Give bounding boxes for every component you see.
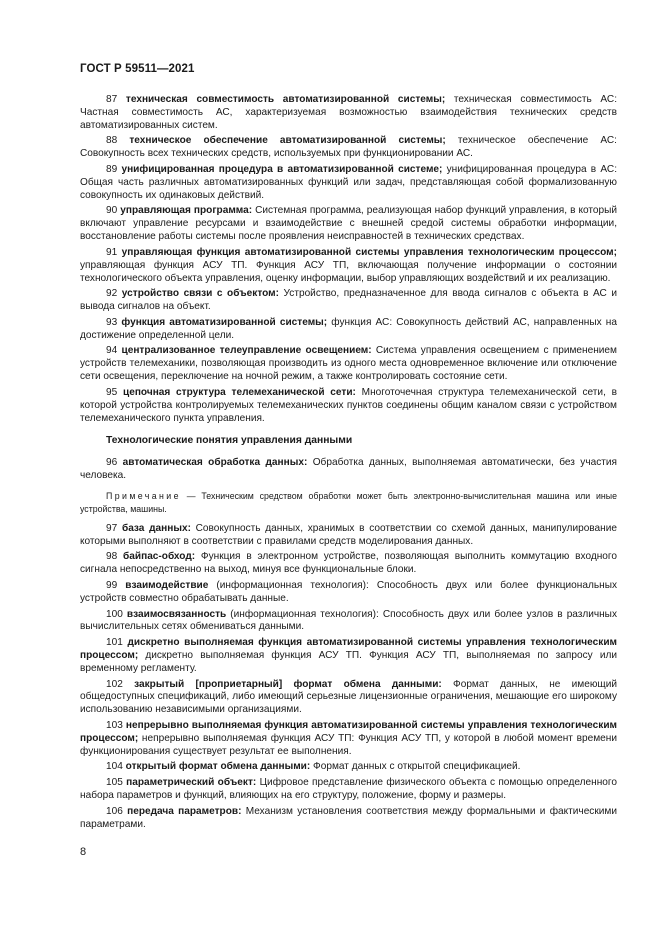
entry-number: 95 — [106, 386, 118, 398]
standard-header: ГОСТ Р 59511—2021 — [80, 63, 195, 75]
definition-entry — [80, 637, 617, 676]
entry-term: закрытый [проприетарный] формат обмена данными: — [134, 678, 442, 690]
entry-term: дискретно выполняемая функция автоматизированной системы управления технологическим процессом; — [80, 637, 617, 661]
definition-entry — [80, 94, 617, 133]
entry-definition: управляющая функция АСУ ТП. Функция АСУ ТП, включающая получение информации о состоянии технологического объекта управления, оценку информации, выбор управляющих воздействий и их реализацию. — [80, 259, 617, 284]
entry-definition: Система управления освещением с применением устройств телемеханики, позволяющая производить из одного места одновременное включение или отключение сети освещения, переключение на ночной режим, а также контролировать состояние сети. — [80, 345, 617, 383]
definition-entry — [80, 247, 617, 286]
entry-term: открытый формат обмена данными: — [125, 761, 311, 773]
entry-definition: Обработка данных, выполняемая автоматически, без участия человека. — [80, 456, 617, 481]
entry-number: 90 — [106, 205, 118, 217]
entry-number: 94 — [106, 345, 118, 357]
entry-term: техническое обеспечение автоматизированной системы; — [129, 135, 446, 147]
document-body — [80, 94, 617, 834]
entry-number: 99 — [106, 579, 118, 591]
entry-term: взаимодействие — [125, 579, 209, 591]
entry-term: непрерывно выполняемая функция автоматизированной системы управления технологическим процессом; — [80, 719, 617, 744]
entry-number: 91 — [106, 246, 118, 258]
entry-number: 93 — [106, 316, 118, 328]
entry-term: управляющая программа: — [120, 205, 253, 217]
entry-term: функция автоматизированной системы; — [121, 316, 328, 328]
entry-term: цепочная структура телемеханической сети: — [123, 386, 356, 398]
definition-entry — [80, 580, 617, 606]
entry-term: взаимосвязанность — [126, 608, 227, 620]
entry-definition: Формат данных с открытой спецификацией. — [310, 761, 521, 773]
section-title: Технологические понятия управления данными — [106, 435, 353, 447]
entry-term: унифицированная процедура в автоматизированной системе; — [121, 164, 443, 175]
entry-term: управляющая функция автоматизированной системы управления технологическим процессом; — [121, 246, 617, 258]
entry-number: 98 — [106, 551, 118, 563]
definition-entry — [80, 457, 617, 483]
entry-definition: Механизм установления соответствия между формальными и фактическими параметрами. — [80, 805, 617, 830]
entry-definition: унифицированная процедура в АС: Общая часть различных автоматизированных функций или задач, представляющая собой формализованную совокупность их одинаковых действий. — [80, 164, 617, 201]
entry-definition: Цифровое представление физического объекта с помощью определенного набора параметров и функций, влияющих на его структуру, положение, форму и размеры. — [80, 777, 617, 801]
definition-entry — [80, 135, 617, 161]
entry-number: 105 — [106, 777, 123, 789]
definition-entry — [80, 679, 617, 718]
entry-number: 104 — [106, 761, 123, 773]
entry-definition: Совокупность данных, хранимых в соответствии со схемой данных, манипулирование которыми выполняют в соответствии с правилами средств моделирования данных. — [80, 522, 617, 547]
definition-entry — [80, 205, 617, 244]
entry-number: 92 — [106, 288, 118, 300]
entry-number: 100 — [106, 608, 123, 620]
definition-entry — [80, 523, 617, 549]
definition-entry — [80, 164, 617, 203]
note-text: — Техническим средством обработки может быть электронно-вычислительная машина или иные устройства, машины. — [80, 491, 617, 514]
entry-definition: Устройство, предназначенное для ввода сигналов с объекта в АС и вывода сигналов на объект. — [80, 288, 618, 313]
entry-term: устройство связи с объектом: — [121, 288, 280, 300]
entry-term: байпас-обход: — [123, 551, 196, 563]
entries-group-2b — [80, 523, 617, 832]
entry-term: параметрический объект: — [126, 777, 257, 789]
definition-entry — [80, 317, 617, 343]
entry-definition: (информационная технология): Способность двух или более узлов в различных вычислительных сетях обмениваться данными. — [80, 608, 617, 633]
entry-number: 97 — [106, 522, 118, 534]
entry-number: 103 — [106, 719, 123, 731]
entry-definition: Функция в электронном устройстве, позволяющая выполнить коммутацию входного сигнала непосредственно на выход, минуя все функциональные блоки. — [80, 551, 617, 576]
entry-definition: дискретно выполняемая функция АСУ ТП. Функция АСУ ТП, выполняемая по запросу или временному регламенту. — [80, 649, 617, 674]
definition-entry — [80, 609, 617, 635]
entry-number: 101 — [106, 637, 123, 649]
entries-group-2a — [80, 457, 617, 483]
definition-entry — [80, 720, 617, 759]
entry-definition: Формат данных, не имеющий общедоступных спецификаций, либо имеющий серьезные лицензионные ограничения, мешающие его широкому использованию независимыми организациями. — [80, 678, 617, 716]
entry-number: 102 — [106, 678, 123, 690]
entry-number: 96 — [106, 456, 118, 468]
definition-entry — [80, 806, 617, 832]
entry-definition: техническая совместимость АС: Частная совместимость АС, характеризуемая возможностью взаимодействия технических средств автоматизированных систем. — [80, 94, 618, 131]
entry-number: 87 — [106, 94, 118, 105]
definition-entry — [80, 288, 617, 314]
entry-term: автоматическая обработка данных: — [122, 456, 308, 468]
definition-entry — [80, 777, 617, 803]
entry-term: централизованное телеуправление освещением: — [121, 345, 372, 357]
page-number: 8 — [80, 846, 87, 858]
entry-definition: Многоточечная структура телемеханической сети, в которой устройства контролируемых телемеханических пунктов соединены общим каналом связи с устройством телемеханического пункта управления. — [80, 386, 617, 424]
entries-group-1 — [80, 94, 617, 425]
entry-definition: непрерывно выполняемая функция АСУ ТП: Функция АСУ ТП, у которой в любой момент времени функционирования существует результат ее выполнения. — [80, 732, 617, 757]
note — [80, 490, 617, 514]
entry-term: техническая совместимость автоматизированной системы; — [125, 94, 446, 105]
entry-term: передача параметров: — [127, 805, 242, 817]
definition-entry — [80, 387, 617, 426]
definition-entry — [80, 551, 617, 577]
entry-number: 89 — [106, 164, 118, 175]
note-label: Примечание — [106, 491, 181, 502]
entry-term: база данных: — [121, 522, 191, 534]
entry-number: 106 — [106, 805, 123, 817]
entry-definition: Системная программа, реализующая набор функций управления, в который включают управление ресурсами и взаимодействие с внешней средой системы обработки информации, восстановление работы системы после проявления неисправностей в технических средствах. — [80, 205, 617, 243]
entry-definition: (информационная технология): Способность двух или более функциональных устройств совместно обрабатывать данные. — [80, 579, 617, 604]
definition-entry — [80, 345, 617, 384]
entry-definition: техническое обеспечение АС: Совокупность всех технических средств, используемых при функционировании АС. — [80, 135, 617, 160]
entry-definition: функция АС: Совокупность действий АС, направленных на достижение определенной цели. — [80, 316, 617, 341]
definition-entry — [80, 761, 617, 774]
entry-number: 88 — [106, 135, 118, 147]
